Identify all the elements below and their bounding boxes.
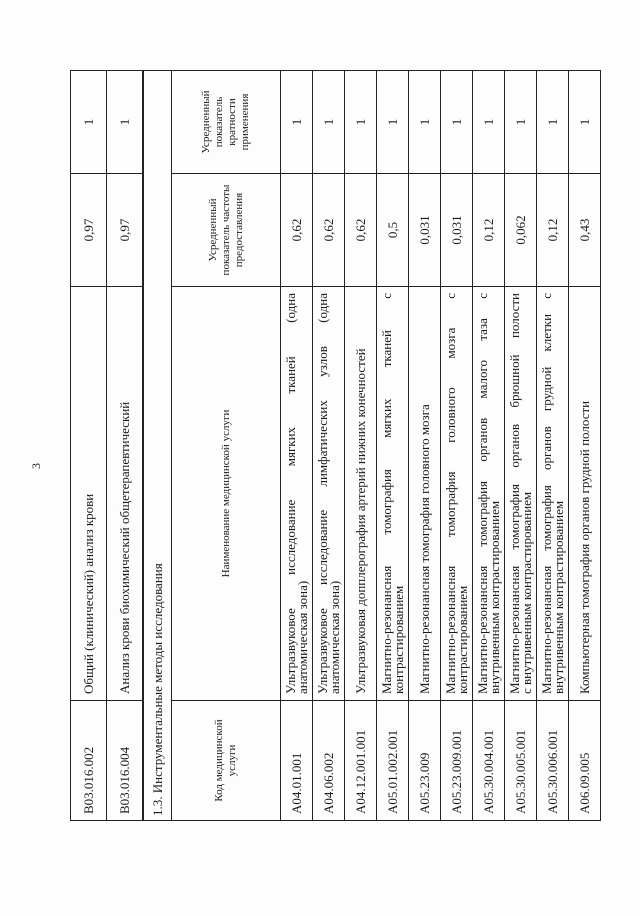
frequency-value: 0,062 (505, 174, 537, 287)
service-name-line2: контрастированием (390, 585, 406, 694)
frequency-value: 0,031 (409, 174, 441, 287)
multiplicity-value: 1 (569, 70, 601, 173)
service-name: Анализ крови биохимический общетерапевтический (107, 287, 143, 701)
frequency-value: 0,62 (281, 174, 313, 287)
service-name (569, 287, 601, 701)
multiplicity-value: 1 (313, 70, 345, 173)
multiplicity-value: 1 (107, 71, 143, 174)
service-name (377, 287, 409, 701)
lab-tests-table (70, 70, 143, 821)
table-row (441, 70, 473, 820)
service-code: A05.01.002.001 (377, 701, 409, 821)
service-code: B03.016.004 (107, 701, 143, 821)
service-name-line2: с внутривенным контрастированием (518, 491, 534, 694)
multiplicity-value: 1 (281, 70, 313, 173)
service-name (505, 287, 537, 701)
frequency-value: 0,12 (473, 174, 505, 287)
table-row (377, 70, 409, 820)
frequency-value: 0,43 (569, 174, 601, 287)
service-name-line2: контрастированием (454, 585, 470, 694)
service-code: A06.09.005 (569, 701, 601, 821)
multiplicity-value: 1 (441, 70, 473, 173)
table-row (569, 70, 601, 820)
frequency-value: 0,62 (345, 174, 377, 287)
service-name-line2: анатомическая зона) (294, 580, 310, 694)
service-name (281, 287, 313, 701)
frequency-value: 0,97 (71, 174, 107, 287)
service-name-line2: внутривенным контрастированием (550, 500, 566, 694)
multiplicity-value: 1 (409, 70, 441, 173)
service-name-line1: Магнитно-резонансная томография органов грудной клетки с (538, 293, 554, 694)
table-row (71, 71, 107, 821)
service-name-line1: Ультразвуковая допплерография артерий нижних конечностей (352, 348, 368, 694)
page-number: 3 (29, 463, 43, 469)
table-row (345, 70, 377, 820)
instrumental-methods-table (143, 70, 601, 821)
service-name-line1: Магнитно-резонансная томография органов брюшной полости (506, 293, 522, 694)
header-code: Код медицинской услуги (172, 701, 281, 821)
section-title: 1.3. Инструментальные методы исследования (144, 70, 172, 820)
service-name-line1: Магнитно-резонансная томография головного мозга с (442, 293, 458, 694)
service-code: B03.016.002 (71, 701, 107, 821)
frequency-value: 0,5 (377, 174, 409, 287)
service-code: A05.23.009 (409, 701, 441, 821)
service-name-line1: Магнитно-резонансная томография мягких тканей с (378, 293, 394, 694)
table-row (537, 70, 569, 820)
service-name (409, 287, 441, 701)
service-name-line1: Магнитно-резонансная томография органов малого таза с (474, 293, 490, 694)
table-row (313, 70, 345, 820)
multiplicity-value: 1 (473, 70, 505, 173)
service-name (473, 287, 505, 701)
service-name (537, 287, 569, 701)
multiplicity-value: 1 (505, 70, 537, 173)
table-row (281, 70, 313, 820)
header-row (172, 70, 281, 820)
service-name-line1: Компьютерная томография органов грудной полости (576, 400, 592, 694)
frequency-value: 0,12 (537, 174, 569, 287)
section-row (144, 70, 172, 820)
header-frequency: Усредненный показатель частоты предоставления (172, 174, 281, 287)
service-code: A04.01.001 (281, 701, 313, 821)
service-name-line1: Ультразвуковое исследование лимфатических узлов (одна (314, 293, 330, 694)
service-code: A05.30.006.001 (537, 701, 569, 821)
service-name-line1: Ультразвуковое исследование мягких тканей (одна (282, 293, 298, 694)
service-name-line1: Магнитно-резонансная томография головного мозга (416, 404, 432, 694)
service-name: Общий (клинический) анализ крови (71, 287, 107, 701)
service-name (441, 287, 473, 701)
service-name-line2: внутривенным контрастированием (486, 500, 502, 694)
frequency-value: 0,031 (441, 174, 473, 287)
frequency-value: 0,62 (313, 174, 345, 287)
frequency-value: 0,97 (107, 174, 143, 287)
table-row (107, 71, 143, 821)
service-name (313, 287, 345, 701)
table-row (505, 70, 537, 820)
service-code: A05.30.005.001 (505, 701, 537, 821)
service-name (345, 287, 377, 701)
header-name: Наименование медицинской услуги (172, 287, 281, 701)
multiplicity-value: 1 (345, 70, 377, 173)
multiplicity-value: 1 (71, 71, 107, 174)
service-code: A04.06.002 (313, 701, 345, 821)
service-code: A05.23.009.001 (441, 701, 473, 821)
header-multiplicity: Усредненный показатель кратности применения (172, 70, 281, 173)
service-code: A04.12.001.001 (345, 701, 377, 821)
service-name-line2: анатомическая зона) (326, 580, 342, 694)
service-code: A05.30.004.001 (473, 701, 505, 821)
table-row (409, 70, 441, 820)
multiplicity-value: 1 (537, 70, 569, 173)
table-row (473, 70, 505, 820)
multiplicity-value: 1 (377, 70, 409, 173)
